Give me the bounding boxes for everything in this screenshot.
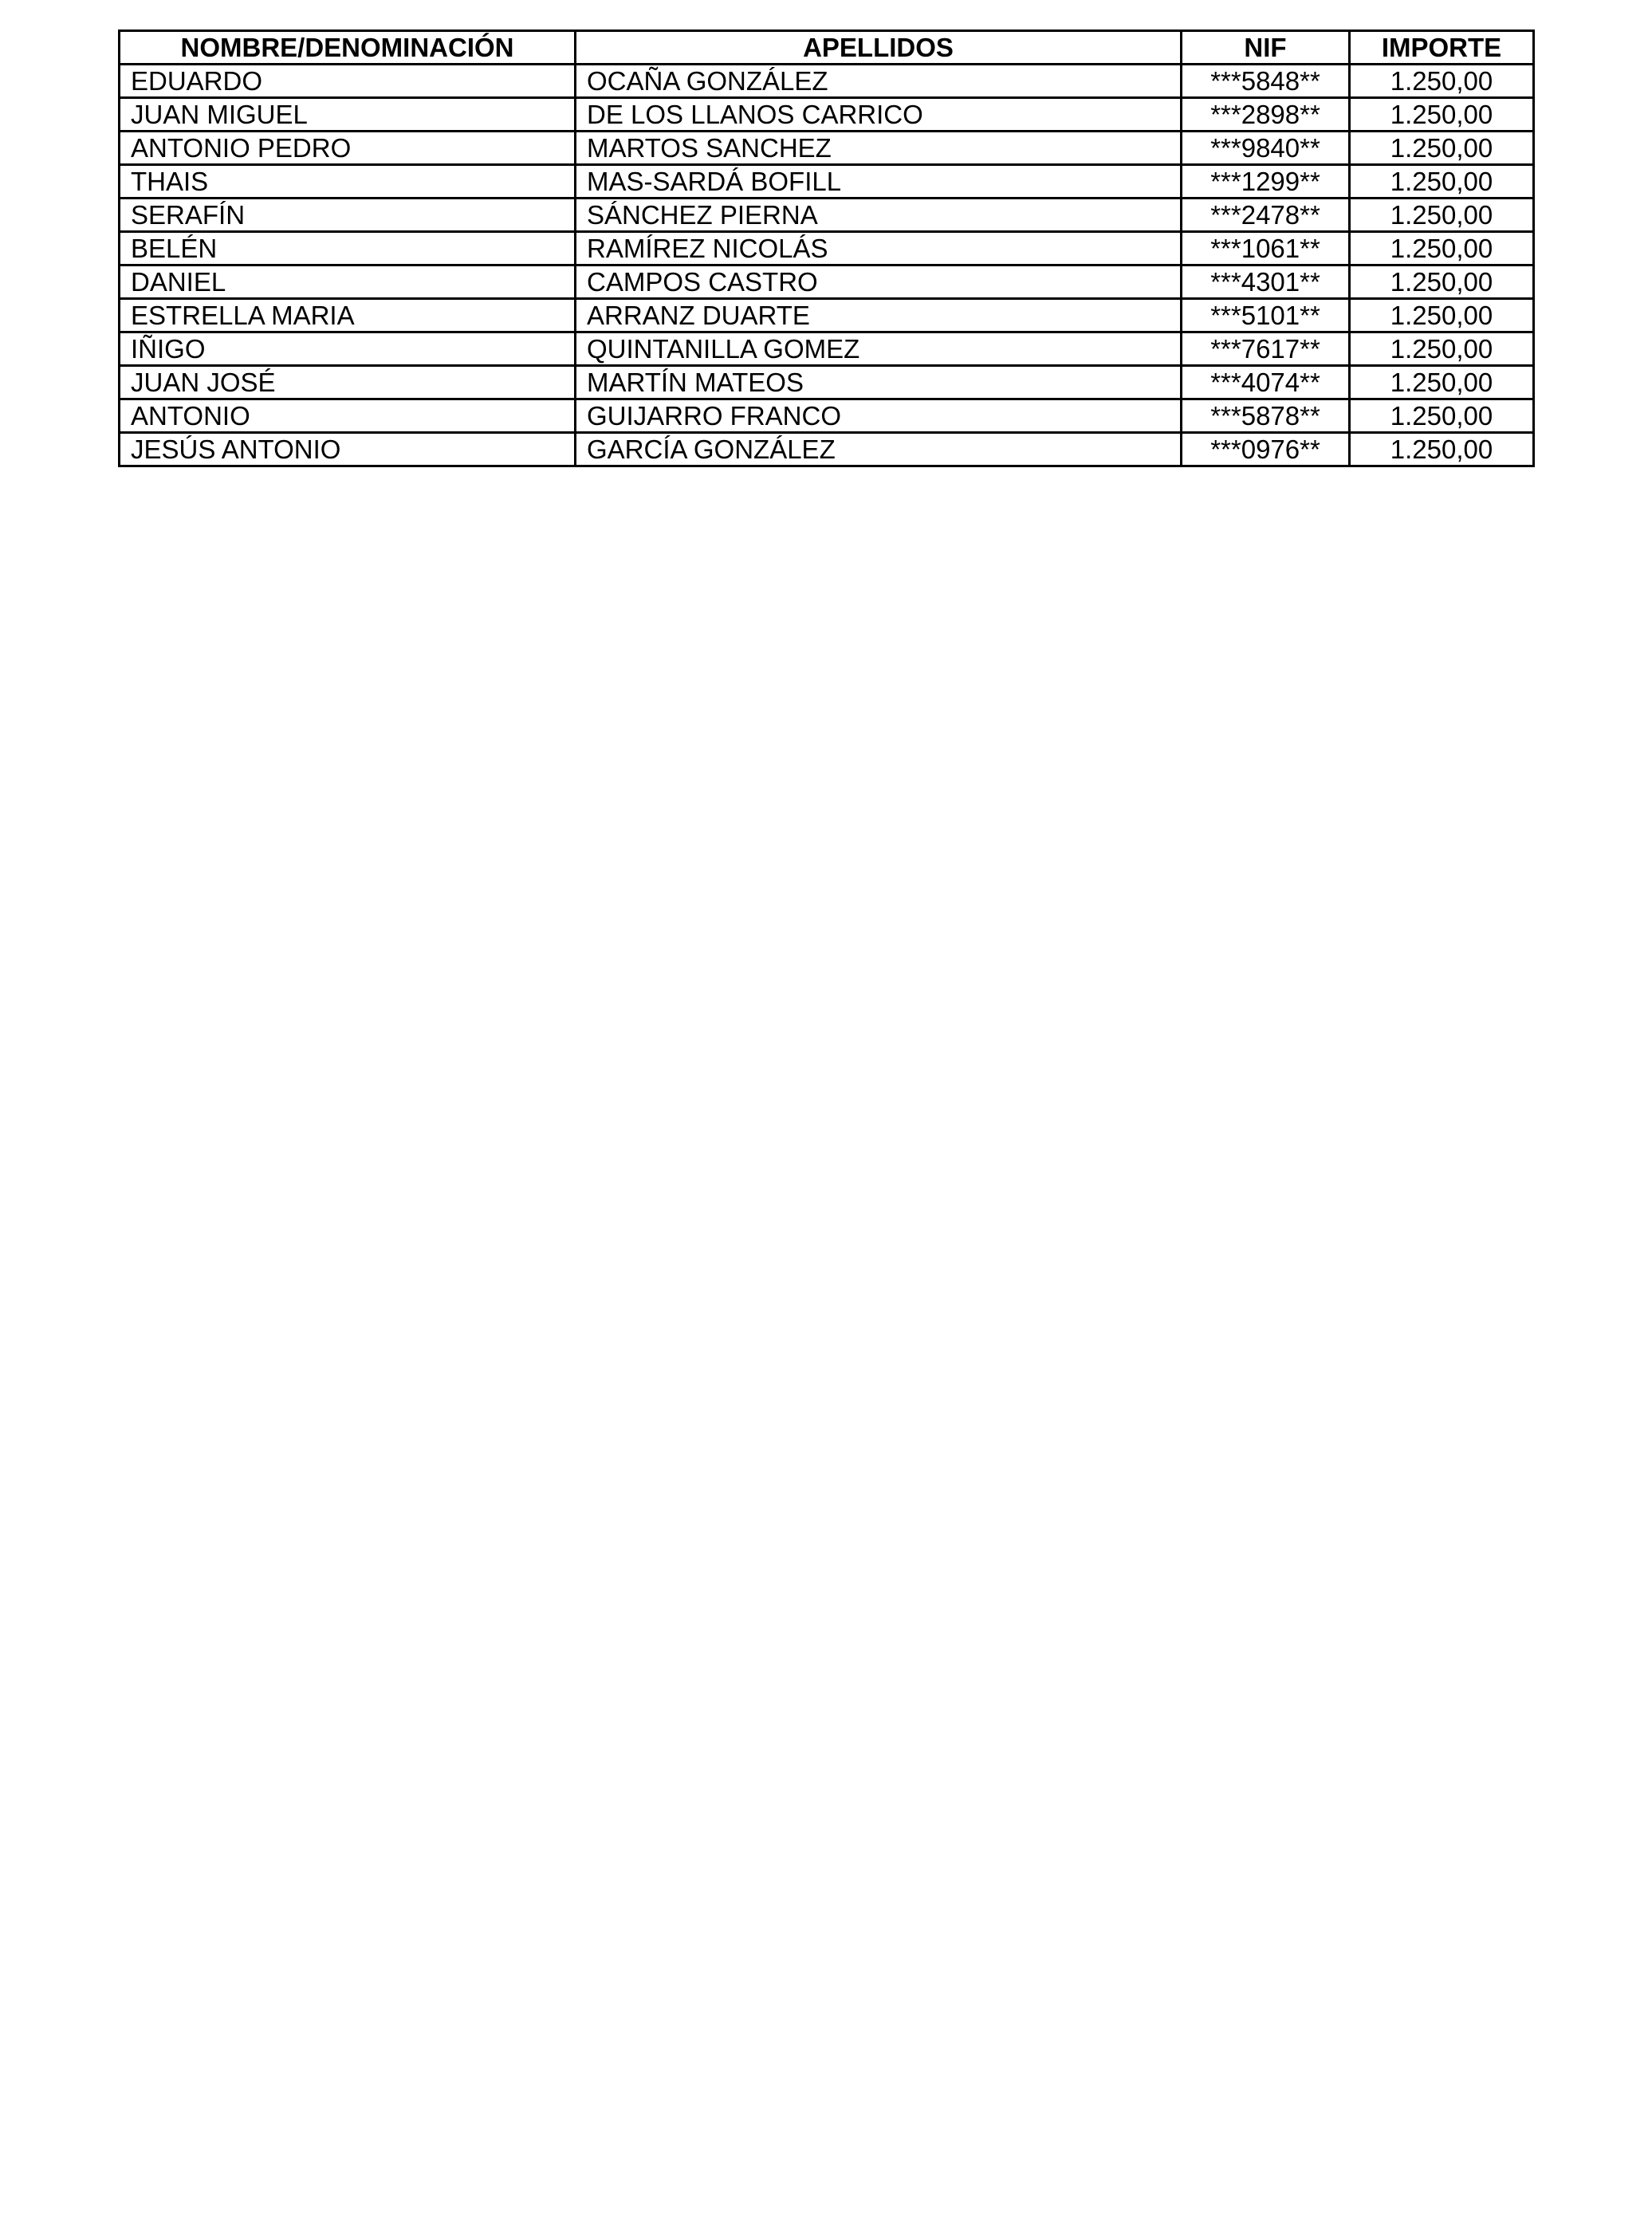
cell-apellidos: RAMÍREZ NICOLÁS xyxy=(576,232,1182,265)
cell-importe: 1.250,00 xyxy=(1350,65,1534,98)
cell-nombre: ANTONIO xyxy=(120,399,576,433)
cell-nombre: DANIEL xyxy=(120,265,576,299)
table-row xyxy=(120,65,1534,98)
table-row xyxy=(120,433,1534,466)
cell-nombre: EDUARDO xyxy=(120,65,576,98)
cell-apellidos: DE LOS LLANOS CARRICO xyxy=(576,98,1182,132)
cell-nif: ***4074** xyxy=(1182,366,1350,399)
table-row xyxy=(120,98,1534,132)
cell-importe: 1.250,00 xyxy=(1350,199,1534,232)
cell-apellidos: CAMPOS CASTRO xyxy=(576,265,1182,299)
column-header-nombre: NOMBRE/DENOMINACIÓN xyxy=(120,31,576,65)
cell-nif: ***4301** xyxy=(1182,265,1350,299)
cell-nif: ***5878** xyxy=(1182,399,1350,433)
table-body xyxy=(120,65,1534,466)
cell-nombre: ESTRELLA MARIA xyxy=(120,299,576,332)
cell-nif: ***2898** xyxy=(1182,98,1350,132)
cell-nombre: ANTONIO PEDRO xyxy=(120,132,576,165)
cell-nombre: THAIS xyxy=(120,165,576,199)
table-row xyxy=(120,366,1534,399)
table-row xyxy=(120,299,1534,332)
cell-nombre: JUAN MIGUEL xyxy=(120,98,576,132)
cell-nif: ***1299** xyxy=(1182,165,1350,199)
cell-importe: 1.250,00 xyxy=(1350,232,1534,265)
column-header-nif: NIF xyxy=(1182,31,1350,65)
cell-nombre: SERAFÍN xyxy=(120,199,576,232)
cell-apellidos: MARTÍN MATEOS xyxy=(576,366,1182,399)
cell-apellidos: MAS-SARDÁ BOFILL xyxy=(576,165,1182,199)
cell-importe: 1.250,00 xyxy=(1350,399,1534,433)
cell-nombre: JUAN JOSÉ xyxy=(120,366,576,399)
cell-importe: 1.250,00 xyxy=(1350,433,1534,466)
cell-nif: ***0976** xyxy=(1182,433,1350,466)
cell-nif: ***9840** xyxy=(1182,132,1350,165)
cell-nif: ***7617** xyxy=(1182,332,1350,366)
cell-apellidos: ARRANZ DUARTE xyxy=(576,299,1182,332)
cell-apellidos: GUIJARRO FRANCO xyxy=(576,399,1182,433)
cell-importe: 1.250,00 xyxy=(1350,165,1534,199)
table-row xyxy=(120,132,1534,165)
cell-importe: 1.250,00 xyxy=(1350,299,1534,332)
cell-apellidos: GARCÍA GONZÁLEZ xyxy=(576,433,1182,466)
table-row xyxy=(120,399,1534,433)
table-row xyxy=(120,332,1534,366)
cell-nif: ***5848** xyxy=(1182,65,1350,98)
cell-importe: 1.250,00 xyxy=(1350,332,1534,366)
cell-nif: ***5101** xyxy=(1182,299,1350,332)
cell-importe: 1.250,00 xyxy=(1350,132,1534,165)
cell-apellidos: MARTOS SANCHEZ xyxy=(576,132,1182,165)
column-header-apellidos: APELLIDOS xyxy=(576,31,1182,65)
column-header-importe: IMPORTE xyxy=(1350,31,1534,65)
cell-nombre: JESÚS ANTONIO xyxy=(120,433,576,466)
cell-nif: ***2478** xyxy=(1182,199,1350,232)
table-row xyxy=(120,165,1534,199)
cell-apellidos: QUINTANILLA GOMEZ xyxy=(576,332,1182,366)
beneficiaries-table xyxy=(118,29,1535,467)
cell-nombre: IÑIGO xyxy=(120,332,576,366)
cell-nombre: BELÉN xyxy=(120,232,576,265)
table-header-row xyxy=(120,31,1534,65)
cell-importe: 1.250,00 xyxy=(1350,98,1534,132)
table-row xyxy=(120,199,1534,232)
table-row xyxy=(120,232,1534,265)
cell-apellidos: OCAÑA GONZÁLEZ xyxy=(576,65,1182,98)
table-row xyxy=(120,265,1534,299)
cell-importe: 1.250,00 xyxy=(1350,366,1534,399)
cell-nif: ***1061** xyxy=(1182,232,1350,265)
cell-importe: 1.250,00 xyxy=(1350,265,1534,299)
cell-apellidos: SÁNCHEZ PIERNA xyxy=(576,199,1182,232)
